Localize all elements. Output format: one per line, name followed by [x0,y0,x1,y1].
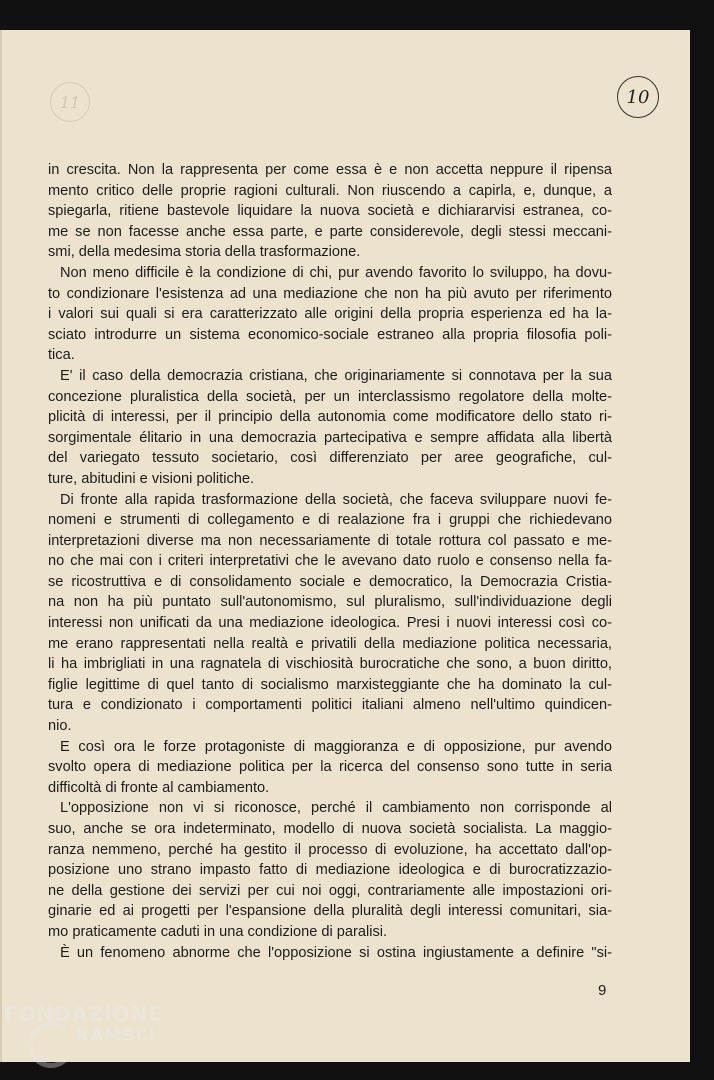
text-line: del variegato tessuto societario, così differenziato per aree geografiche, cul- [48,450,612,467]
text-line: to condizionare l'esistenza ad una mediazione che non ha più avuto per riferimento [48,285,612,302]
text-line: posizione uno strano impasto fatto di mediazione ideologica e di burocratizzazio- [48,862,612,879]
text-line: tura e condizionato i comportamenti politici italiani almeno nell'ultimo quindicen- [48,697,612,714]
text-line: E' il caso della democrazia cristiana, che originariamente si connotava per la sua [60,367,612,384]
text-line: li ha imbrigliati in una ragnatela di vischiosità burocratiche che sono, a buon diritto, [48,656,612,673]
text-line: no che mai con i criteri interpretativi che le avevano dato ruolo e consenso nella fa- [48,553,612,570]
text-line: smi, della medesima storia della trasformazione. [48,244,361,261]
watermark-line-1: FONDAZIONE [4,1002,163,1026]
text-line: in crescita. Non la rappresenta per come essa è e non accetta neppure il ripensa [48,162,612,178]
archive-number-circle [617,76,659,118]
text-line: plicità di interessi, per il principio della autonomia come modificatore dello stato ri- [48,409,612,426]
text-line: Non meno difficile è la condizione di chi, pur avendo favorito lo sviluppo, ha dovu- [60,264,612,281]
text-line: concezione pluralistica della società, per un interclassismo regolatore della molte- [48,388,612,405]
text-line: spiegarla, ritiene bastevole liquidare la nuova società e dichiararvisi estranea, co- [48,203,612,220]
text-line: se ricostruttiva e di consolidamento sociale e democratico, la Democrazia Cristia- [48,573,612,590]
faint-stamp-number: 11 [59,92,81,112]
document-page [0,30,690,1062]
text-line: Di fronte alla rapida trasformazione della società, che faceva sviluppare nuovi fe- [60,491,612,508]
text-line: na non ha più puntato sull'autonomismo, sul pluralismo, sull'individuazione degli [48,594,612,611]
text-line: interessi non unificati da una mediazione ideologica. Presi i nuovi interessi così co- [48,615,612,632]
watermark-g-logo-icon [28,1022,74,1068]
page-number: 9 [598,982,607,999]
text-line: mo praticamente caduti in una condizione di paralisi. [48,923,388,940]
archive-number: 10 [626,86,650,108]
text-line: ranza nemmeno, perché ha gestito il processo di evoluzione, ha accettato dall'op- [48,841,612,858]
text-line: L'opposizione non vi si riconosce, perché il cambiamento non corrisponde al [60,800,612,817]
text-line: interpretazioni diverse ma non necessariamente di totale rottura col passato e me- [48,532,612,549]
text-line: tica. [48,347,75,364]
text-line: i valori sui quali si era caratterizzato alle origini della propria esperienza ed ha la- [48,306,612,323]
text-line: suo, anche se ora indeterminato, modello di nuova società socialista. La maggio- [48,821,612,837]
text-line: È un fenomeno abnorme che l'opposizione si ostina ingiustamente a definire "si- [60,944,612,961]
text-line: figlie legittime di quel tanto di socialismo marxisteggiante che ha dominato la cul- [48,676,612,693]
text-line: nomeni e strumenti di collegamento e di realazione fra i gruppi che richiedevano [48,512,612,529]
faint-archive-stamp [50,82,90,122]
text-line: nio. [48,718,72,735]
text-line: difficoltà di fronte al cambiamento. [48,779,270,796]
text-line: sorgimentale élitario in una democrazia partecipativa e sempre affidata alla libertà [48,429,612,446]
text-line: me se non facesse anche essa parte, e parte considerevole, degli stessi meccani- [48,223,612,240]
text-line: sciato introdurre un sistema economico-sociale estraneo alla propria filosofia poli- [48,326,612,343]
text-line: E così ora le forze protagoniste di maggioranza e di opposizione, pur avendo [60,738,612,755]
watermark-line-2: RAMSCI [76,1026,157,1046]
body-text [48,160,612,963]
text-line: ne della gestione dei servizi per cui noi oggi, contrariamente alle impostazioni ori- [48,882,612,899]
text-line: ginarie ed ai progetti per l'espansione della pluralità degli interessi comunitari, sia- [48,903,612,920]
fondazione-gramsci-watermark [4,1002,179,1080]
text-line: mento critico delle proprie ragioni culturali. Non riuscendo a capirla, e, dunque, a [48,182,612,199]
text-line: ture, abitudini e visioni politiche. [48,470,255,487]
text-line: svolto opera di mediazione politica per la ricerca del consenso sono tutte in seria [48,759,612,776]
text-line: me erano rappresentati nella realtà e privatili della mediazione politica necessaria, [48,635,612,652]
